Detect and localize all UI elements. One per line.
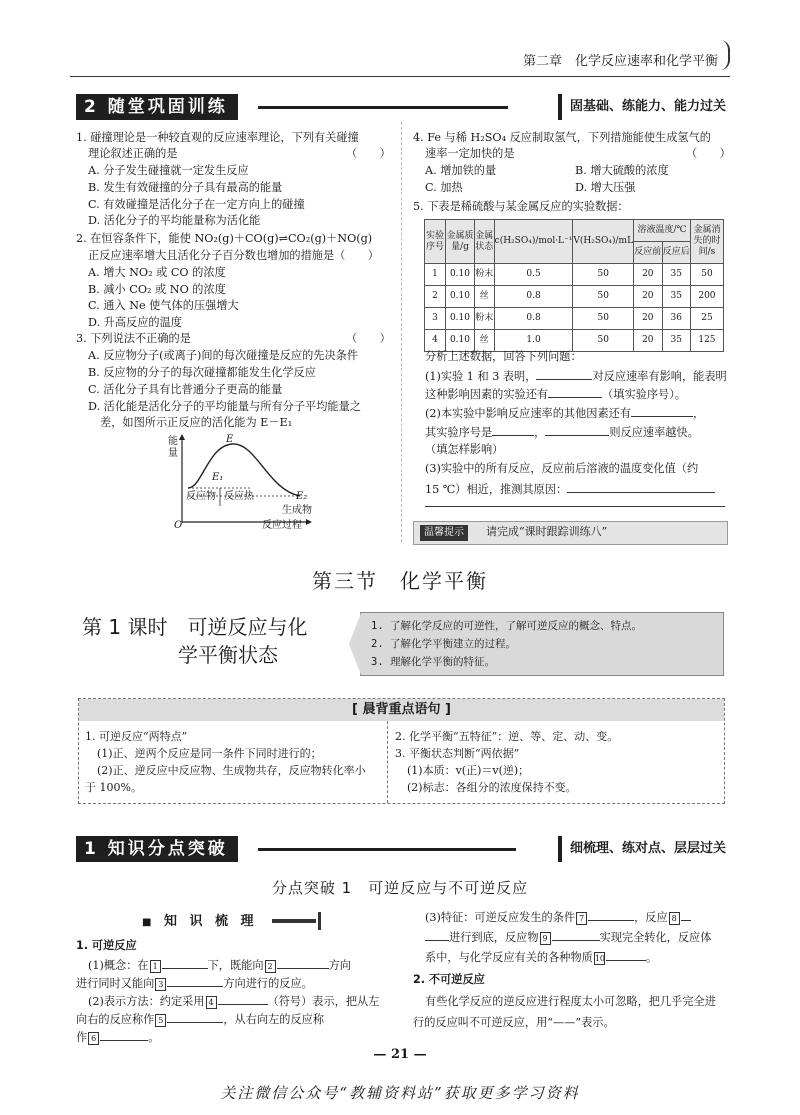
- table-cell: 50: [573, 330, 634, 352]
- answer-paren[interactable]: （ ）: [346, 147, 391, 160]
- key-left-line: (1)正、逆两个反应是同一条件下同时进行的；: [97, 747, 322, 760]
- answer-paren[interactable]: （ ）: [686, 147, 731, 160]
- q5-part3: (3)实验中的所有反应，反应前后溶液的温度变化值（约: [425, 462, 699, 475]
- table-cell: 36: [662, 308, 690, 330]
- answer-blank[interactable]: [100, 1028, 148, 1041]
- answer-blank[interactable]: [536, 367, 592, 380]
- concept-line-cont: 进行同时又能向 3 方向进行的反应。: [76, 974, 313, 993]
- reversible-heading: 1. 可逆反应: [76, 939, 137, 952]
- answer-blank[interactable]: [681, 908, 691, 921]
- q5-analysis: 分析上述数据，回答下列问题：: [425, 350, 582, 363]
- hint-box: [413, 521, 728, 545]
- table-subheader: 反应前: [634, 242, 662, 264]
- table-header: 溶液温度/℃: [634, 220, 691, 242]
- key-right-line: (1)本质：v(正)＝v(逆)；: [407, 764, 530, 777]
- key-divider: [387, 721, 388, 803]
- notation-line: (2)表示方法：约定采用 4 （符号）表示，把从左: [88, 992, 379, 1011]
- q5-part1: (1)实验 1 和 3 表明， 对反应速率有影响，能表明: [425, 367, 727, 386]
- section-banner-practice: [76, 94, 726, 120]
- answer-blank[interactable]: [631, 404, 693, 417]
- ks-bar: [272, 919, 316, 923]
- table-row: [425, 308, 724, 330]
- banner-tag: 细梳理、练对点、层层过关: [558, 836, 726, 862]
- q4-option: B. 增大硫酸的浓度: [575, 164, 669, 177]
- q4-option: A. 增加铁的量: [425, 164, 497, 177]
- key-right-line: 3. 平衡状态判断“两依据”: [395, 747, 520, 760]
- table-header: V(H₂SO₄)/mL: [573, 220, 634, 264]
- learning-goals: [360, 612, 724, 676]
- q4-line: 4. Fe 与稀 H₂SO₄ 反应制取氢气，下列措施能使生成氢气的: [413, 131, 711, 144]
- answer-line[interactable]: [425, 506, 725, 507]
- blank-number: 2: [265, 960, 276, 973]
- banner-rule: [258, 106, 508, 109]
- chapter-header: 第二章 化学反应速率和化学平衡: [522, 54, 718, 69]
- table-cell: 125: [690, 330, 723, 352]
- table-cell: 35: [662, 264, 690, 286]
- table-cell: 1.0: [494, 330, 573, 352]
- table-cell: 0.10: [446, 308, 475, 330]
- section-title: 第三节 化学平衡: [312, 569, 488, 593]
- table-cell: 丝: [474, 286, 494, 308]
- answer-blank[interactable]: [545, 423, 609, 436]
- answer-blank[interactable]: [277, 956, 329, 969]
- q3-option: A. 反应物分子(或离子)间的每次碰撞是反应的先决条件: [88, 349, 359, 362]
- table-cell: 3: [425, 308, 446, 330]
- breakdown-title: 分点突破 1 可逆反应与不可逆反应: [271, 879, 529, 897]
- q3-option: D. 活化能是活化分子的平均能量与所有分子平均能量之: [88, 400, 361, 413]
- q2-option: D. 升高反应的温度: [88, 316, 182, 329]
- q3-option: B. 反应物的分子的每次碰撞都能发生化学反应: [88, 366, 316, 379]
- q4-line: 速率一定加快的是: [425, 147, 515, 160]
- table-cell: 丝: [474, 330, 494, 352]
- product-label: 生成物: [282, 505, 312, 516]
- ks-end: [318, 912, 321, 930]
- q5-intro: 5. 下表是稀硫酸与某金属反应的实验数据：: [413, 200, 629, 213]
- table-header: 金属消失的时间/s: [690, 220, 723, 264]
- banner-label: 2 随堂巩固训练: [76, 94, 238, 120]
- table-header: 金属状态: [474, 220, 494, 264]
- table-cell: 25: [690, 308, 723, 330]
- answer-blank[interactable]: [162, 956, 208, 969]
- blank-number: 7: [576, 912, 587, 925]
- key-right-line: 2. 化学平衡“五特征”：逆、等、定、动、变。: [395, 730, 619, 743]
- blank-number: 9: [540, 932, 551, 945]
- goal-item: 1. 了解化学反应的可逆性，了解可逆反应的概念、特点。: [371, 620, 642, 632]
- answer-blank[interactable]: [425, 928, 449, 941]
- q1-option: A. 分子发生碰撞就一定发生反应: [88, 164, 249, 177]
- key-sentences-title: [ 晨背重点语句 ]: [79, 699, 724, 721]
- irreversible-heading: 2. 不可逆反应: [413, 973, 485, 986]
- table-cell: 0.8: [494, 286, 573, 308]
- answer-blank[interactable]: [218, 992, 268, 1005]
- answer-blank[interactable]: [552, 928, 600, 941]
- table-subheader: 反应后: [662, 242, 690, 264]
- footer-note: 关注微信公众号“教辅资料站”获取更多学习资料: [220, 1084, 580, 1102]
- table-cell: 20: [634, 286, 662, 308]
- header-hook: [720, 40, 730, 70]
- blank-number: 3: [155, 978, 166, 991]
- table-cell: 0.5: [494, 264, 573, 286]
- feature-line-cont: 进行到底，反应物 9 实现完全转化，反应体: [425, 928, 711, 947]
- table-cell: 0.10: [446, 330, 475, 352]
- table-header: c(H₂SO₄)/mol·L⁻¹: [494, 220, 573, 264]
- banner-tag: 固基础、练能力、能力过关: [558, 94, 726, 120]
- table-cell: 50: [573, 264, 634, 286]
- table-cell: 粉末: [474, 264, 494, 286]
- table-cell: 50: [573, 286, 634, 308]
- table-cell: 0.10: [446, 286, 475, 308]
- bullet-icon: ■: [142, 917, 156, 928]
- table-cell: 2: [425, 286, 446, 308]
- key-right-line: (2)标志：各组分的浓度保持不变。: [407, 781, 577, 794]
- goal-item: 3. 理解化学平衡的特征。: [371, 656, 495, 668]
- table-cell: 4: [425, 330, 446, 352]
- q5-part2-note: （填怎样影响）: [425, 443, 504, 456]
- origin-label: O: [174, 520, 183, 531]
- answer-blank[interactable]: [492, 423, 534, 436]
- q1-option: C. 有效碰撞是活化分子在一定方向上的碰撞: [88, 198, 305, 211]
- key-sentences-box: [78, 698, 725, 804]
- blank-number: 6: [88, 1032, 99, 1045]
- x-axis-arrow: [306, 519, 312, 525]
- table-header: 金属质量/g: [446, 220, 475, 264]
- blank-number: 4: [206, 996, 217, 1009]
- page-number: — 21 —: [373, 1047, 427, 1062]
- q2-line: 2. 在恒容条件下，能使 NO₂(g)＋CO(g)⇌CO₂(g)＋NO(g): [76, 232, 373, 245]
- hint-tag: 温馨提示: [420, 525, 468, 541]
- q2-line: 正反应速率增大且活化分子百分数也增加的措施是（ ）: [88, 249, 379, 262]
- table-row: [425, 264, 724, 286]
- blank-number: 10: [594, 953, 606, 963]
- reactant-label: 反应物: [186, 491, 216, 502]
- q1-option: D. 活化分子的平均能量称为活化能: [88, 214, 261, 227]
- table-cell: 20: [634, 264, 662, 286]
- hint-text: 请完成“课时跟踪训练八”: [486, 525, 608, 538]
- section-banner-knowledge: [76, 836, 726, 862]
- energy-E-label: E: [226, 434, 234, 445]
- q4-option: D. 增大压强: [575, 181, 636, 194]
- q1-option: B. 发生有效碰撞的分子具有最高的能量: [88, 181, 283, 194]
- heat-label: 反应热: [224, 491, 254, 502]
- answer-blank[interactable]: [567, 480, 715, 493]
- blank-number: 1: [150, 960, 161, 973]
- q4-option: C. 加热: [425, 181, 463, 194]
- q5-part2: (2)本实验中影响反应速率的其他因素还有 ，: [425, 404, 704, 423]
- answer-blank[interactable]: [548, 385, 602, 398]
- answer-blank[interactable]: [606, 948, 646, 961]
- feature-line: (3)特征：可逆反应发生的条件 7 ，反应 8: [425, 908, 691, 927]
- answer-blank[interactable]: [167, 974, 223, 987]
- table-cell: 35: [662, 286, 690, 308]
- notation-line-end: 作 6 。: [76, 1028, 159, 1047]
- q2-option: C. 通入 Ne 使气体的压强增大: [88, 299, 239, 312]
- feature-line-end: 系中，与化学反应有关的各种物质 10 。: [425, 948, 657, 967]
- q3-line: 3. 下列说法不正确的是: [76, 332, 191, 345]
- key-left-line: 于 100%。: [85, 781, 142, 794]
- q2-option: A. 增大 NO₂ 或 CO 的浓度: [88, 266, 226, 279]
- answer-blank[interactable]: [588, 908, 634, 921]
- blank-number: 8: [669, 912, 680, 925]
- energy-E1-label: E₁: [212, 472, 224, 483]
- concept-line: (1)概念：在 1 下，既能向 2 方向: [88, 956, 351, 975]
- answer-paren[interactable]: （ ）: [346, 332, 391, 345]
- knowledge-sort-label: ■ 知 识 梳 理: [142, 914, 258, 929]
- irreversible-text-cont: 行的反应叫不可逆反应，用“——”表示。: [413, 1016, 615, 1029]
- table-cell: 50: [573, 308, 634, 330]
- table-header: 实验序号: [425, 220, 446, 264]
- lesson-title: 第 1 课时 可逆反应与化: [82, 615, 308, 639]
- table-cell: 粉末: [474, 308, 494, 330]
- key-left-line: 1. 可逆反应“两特点”: [85, 730, 188, 743]
- blank-number: 5: [155, 1014, 166, 1027]
- table-cell: 0.8: [494, 308, 573, 330]
- q1-line: 理论叙述正确的是: [88, 147, 178, 160]
- experiment-table: [424, 219, 724, 352]
- banner-label: 1 知识分点突破: [76, 836, 238, 862]
- table-cell: 20: [634, 330, 662, 352]
- irreversible-text: 有些化学反应的逆反应进行程度太小可忽略，把几乎完全进: [425, 995, 716, 1008]
- table-cell: 1: [425, 264, 446, 286]
- q5-part1-cont: 这种影响因素的实验还有 （填实验序号）。: [425, 385, 686, 404]
- banner-rule: [258, 848, 516, 851]
- lesson-title-cont: 学平衡状态: [178, 643, 278, 667]
- column-divider: [401, 122, 402, 542]
- energy-y-label: 能量: [168, 436, 178, 459]
- q3-option: C. 活化分子具有比普通分子更高的能量: [88, 383, 283, 396]
- q1-line: 1. 碰撞理论是一种较直观的反应速率理论，下列有关碰撞: [76, 131, 359, 144]
- table-cell: 50: [690, 264, 723, 286]
- q5-part2-cont: 其实验序号是 ， 则反应速率越快。: [425, 423, 699, 442]
- q5-part3-cont: 15 ℃）相近，推测其原因：: [425, 480, 715, 499]
- table-cell: 35: [662, 330, 690, 352]
- notation-line-cont: 向右的反应称作 5 ，从右向左的反应称: [76, 1010, 324, 1029]
- table-cell: 200: [690, 286, 723, 308]
- answer-blank[interactable]: [167, 1010, 223, 1023]
- goals-pointer: [349, 613, 361, 675]
- goal-item: 2. 了解化学平衡建立的过程。: [371, 638, 516, 650]
- header-rule: [70, 76, 730, 77]
- key-left-line: (2)正、逆反应中反应物、生成物共存，反应物转化率小: [97, 764, 366, 777]
- table-cell: 20: [634, 308, 662, 330]
- q3-option: 差，如图所示正反应的活化能为 E－E₁: [100, 416, 293, 429]
- energy-E2-label: E₂: [296, 491, 308, 502]
- table-cell: 0.10: [446, 264, 475, 286]
- q2-option: B. 减小 CO₂ 或 NO 的浓度: [88, 283, 226, 296]
- energy-x-label: 反应过程: [262, 520, 302, 531]
- table-row: [425, 286, 724, 308]
